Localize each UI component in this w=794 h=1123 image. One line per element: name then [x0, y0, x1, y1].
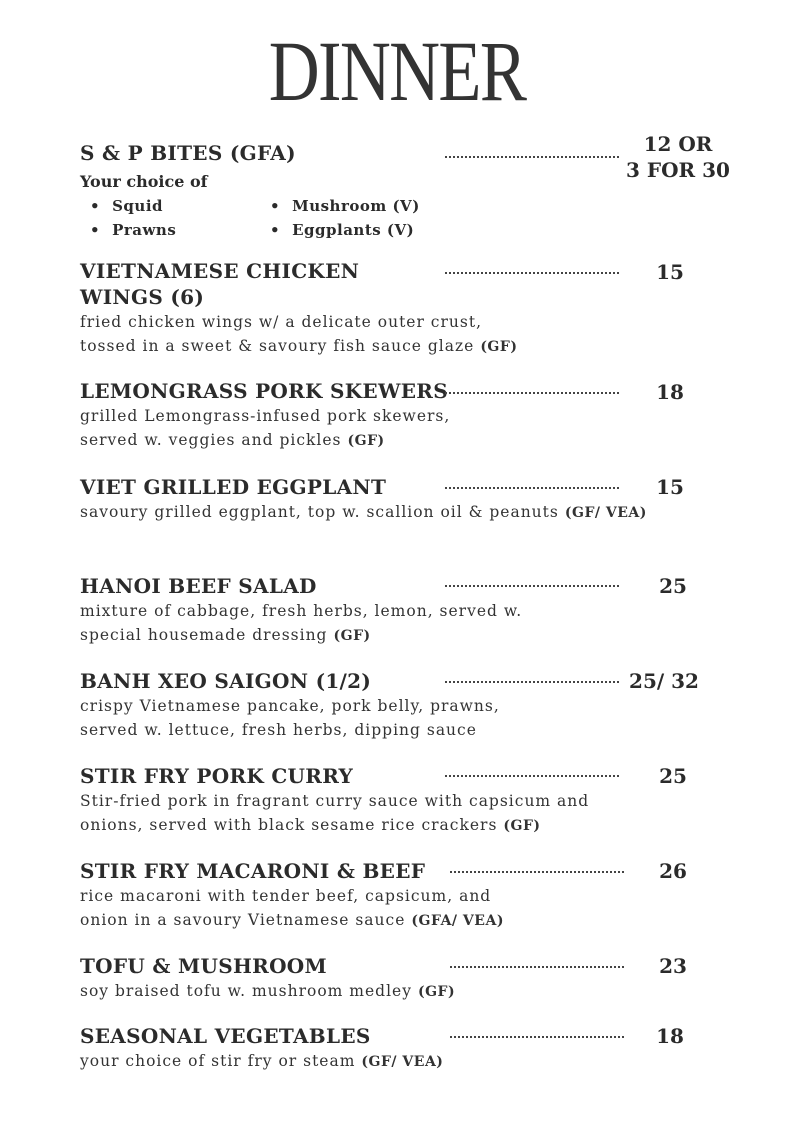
item-description: special housemade dressing — [80, 626, 328, 644]
dietary-tag: (GF) — [417, 984, 456, 1000]
dotted-leader — [445, 585, 619, 587]
dotted-leader — [450, 1036, 624, 1038]
item-price: 18 — [656, 1024, 684, 1048]
item-price: 15 — [656, 475, 684, 499]
item-description: savoury grilled eggplant, top w. scallion oil & peanuts — [80, 503, 559, 521]
dotted-leader — [445, 487, 619, 489]
item-name: SEASONAL VEGETABLES — [80, 1024, 371, 1048]
dietary-tag: (GF) — [347, 433, 385, 449]
item-price: 25/ 32 — [629, 669, 699, 693]
item-description: fried chicken wings w/ a delicate outer crust, — [80, 313, 482, 331]
item-description: onion in a savoury Vietnamese sauce — [80, 911, 406, 929]
choice-list — [80, 194, 740, 242]
choice-title: Your choice of — [80, 172, 208, 191]
item-description: rice macaroni with tender beef, capsicum, and — [80, 887, 492, 905]
item-description: served w. lettuce, fresh herbs, dipping sauce — [80, 721, 477, 739]
item-name: LEMONGRASS PORK SKEWERS — [80, 379, 448, 403]
dotted-leader — [445, 775, 619, 777]
item-name: STIR FRY MACARONI & BEEF — [80, 859, 426, 883]
choice-item: • Prawns — [90, 218, 176, 242]
item-description: grilled Lemongrass-infused pork skewers, — [80, 407, 451, 425]
item-price: 15 — [656, 260, 684, 284]
choice-item: • Mushroom (V) — [270, 194, 420, 218]
dotted-leader — [450, 966, 624, 968]
dietary-tag: (GF) — [480, 339, 518, 355]
dietary-tag: (GF/ VEA) — [361, 1054, 444, 1070]
dotted-leader — [445, 681, 619, 683]
item-price — [618, 131, 738, 183]
item-name: HANOI BEEF SALAD — [80, 574, 317, 598]
item-description: soy braised tofu w. mushroom medley — [80, 982, 412, 1000]
price-line: 3 FOR 30 — [626, 158, 730, 182]
dietary-tag: (GF) — [333, 628, 371, 644]
dotted-leader — [445, 272, 619, 274]
item-description: crispy Vietnamese pancake, pork belly, prawns, — [80, 697, 500, 715]
item-description: your choice of stir fry or steam — [80, 1052, 356, 1070]
dietary-tag: (GF/ VEA) — [564, 505, 647, 521]
item-name: TOFU & MUSHROOM — [80, 954, 327, 978]
dietary-tag: (GF) — [503, 818, 541, 834]
item-price: 26 — [659, 859, 687, 883]
item-name: BANH XEO SAIGON (1/2) — [80, 669, 372, 693]
dotted-leader — [445, 156, 619, 158]
item-price: 23 — [659, 954, 687, 978]
item-description: mixture of cabbage, fresh herbs, lemon, served w. — [80, 602, 523, 620]
dotted-leader — [445, 392, 619, 394]
item-description: tossed in a sweet & savoury fish sauce glaze — [80, 337, 475, 355]
choice-item: • Squid — [90, 194, 163, 218]
choice-item: • Eggplants (V) — [270, 218, 414, 242]
item-price: 25 — [659, 574, 687, 598]
item-price: 25 — [659, 764, 687, 788]
item-name: S & P BITES (GFA) — [80, 141, 296, 165]
item-price: 18 — [656, 380, 684, 404]
item-name: VIET GRILLED EGGPLANT — [80, 475, 387, 499]
item-name: STIR FRY PORK CURRY — [80, 764, 354, 788]
item-name-line: WINGS (6) — [80, 285, 205, 309]
menu-title: DINNER — [268, 23, 526, 119]
item-description: onions, served with black sesame rice crackers — [80, 816, 498, 834]
dietary-tag: (GFA/ VEA) — [411, 913, 504, 929]
dotted-leader — [450, 871, 624, 873]
item-description: served w. veggies and pickles — [80, 431, 342, 449]
price-line: 12 OR — [643, 132, 713, 156]
item-name-line: VIETNAMESE CHICKEN — [80, 259, 360, 283]
item-description: Stir-fried pork in fragrant curry sauce with capsicum and — [80, 792, 590, 810]
